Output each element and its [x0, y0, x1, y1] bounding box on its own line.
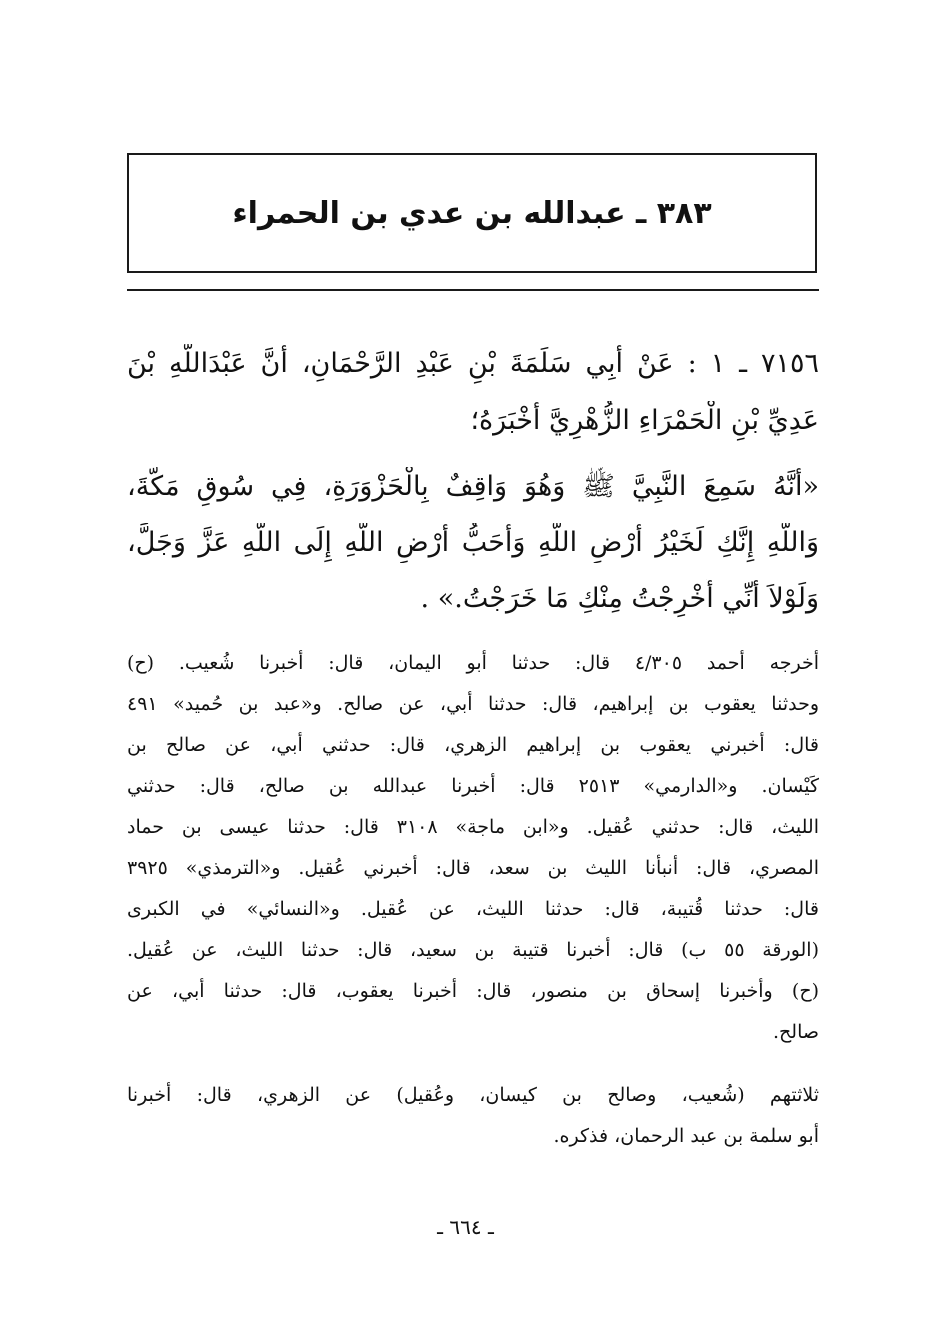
hadith-isnad-line: عَدِيِّ بْنِ الْحَمْرَاءِ الزُّهْرِيَّ أَخْبَرَهُ؛ — [470, 405, 819, 436]
hadith-matn-line: وَلَوْلاَ أَنِّي أُخْرِجْتُ مِنْكِ مَا خَرَجْتُ.» . — [420, 583, 819, 614]
takhrij-line: قال: أخبرني يعقوب بن إبراهيم الزهري، قال: حدثني أبي، عن صالح بن — [127, 734, 819, 756]
takhrij-line: كَيْسان. و«الدارمي» ٢٥١٣ قال: أخبرنا عبدالله بن صالح، قال: حدثني — [127, 775, 819, 797]
hadith-matn-line: «أَنَّهُ سَمِعَ النَّبِيَّ ﷺ وَهُوَ وَاقِفٌ بِالْحَزْوَرَةِ، فِي سُوقِ مَكَّةَ، — [127, 471, 819, 502]
title-divider — [127, 289, 819, 291]
page-number: ـ ٦٦٤ ـ — [437, 1215, 494, 1239]
takhrij-line: أخرجه أحمد ٤/٣٠٥ قال: حدثنا أبو اليمان، قال: أخبرنا شُعيب. (ح) — [127, 652, 819, 674]
takhrij-line: (ح) وأخبرنا إسحاق بن منصور، قال: أخبرنا يعقوب، قال: حدثنا أبي، عن — [127, 980, 819, 1002]
takhrij-line: صالح. — [772, 1021, 819, 1043]
takhrij-line: قال: حدثنا قُتيبة، قال: حدثنا الليث، عن عُقيل. و«النسائي» في الكبرى — [127, 898, 819, 920]
takhrij-line: وحدثنا يعقوب بن إبراهيم، قال: حدثنا أبي، عن صالح. و«عبد بن حُميد» ٤٩١ — [127, 693, 819, 715]
chapter-title-box — [127, 153, 817, 273]
hadith-matn-line: وَاللَّهِ إِنَّكِ لَخَيْرُ أَرْضِ اللَّهِ وَأَحَبُّ أَرْضِ اللَّهِ إِلَى اللَّهِ عَزَّ وَجَلَّ، — [127, 527, 819, 558]
takhrij-line: المصري، قال: أنبأنا الليث بن سعد، قال: أخبرني عُقيل. و«الترمذي» ٣٩٢٥ — [127, 857, 819, 879]
chapter-title: ٣٨٣ ـ عبدالله بن عدي بن الحمراء — [232, 195, 712, 231]
takhrij-line: الليث، قال: حدثني عُقيل. و«ابن ماجة» ٣١٠٨ قال: حدثنا عيسى بن حماد — [127, 816, 819, 838]
summary-line: أبو سلمة بن عبد الرحمان، فذكره. — [553, 1125, 819, 1147]
hadith-isnad-line: ٧١٥٦ ـ ١ : عَنْ أَبِي سَلَمَةَ بْنِ عَبْدِ الرَّحْمَانِ، أَنَّ عَبْدَاللَّهِ بْنَ — [127, 348, 819, 379]
takhrij-line: (الورقة ٥٥ ب) قال: أخبرنا قتيبة بن سعيد، قال: حدثنا الليث، عن عُقيل. — [127, 939, 819, 961]
summary-line: ثلاثتهم (شُعيب، وصالح بن كيسان، وعُقيل) عن الزهري، قال: أخبرنا — [127, 1084, 819, 1106]
